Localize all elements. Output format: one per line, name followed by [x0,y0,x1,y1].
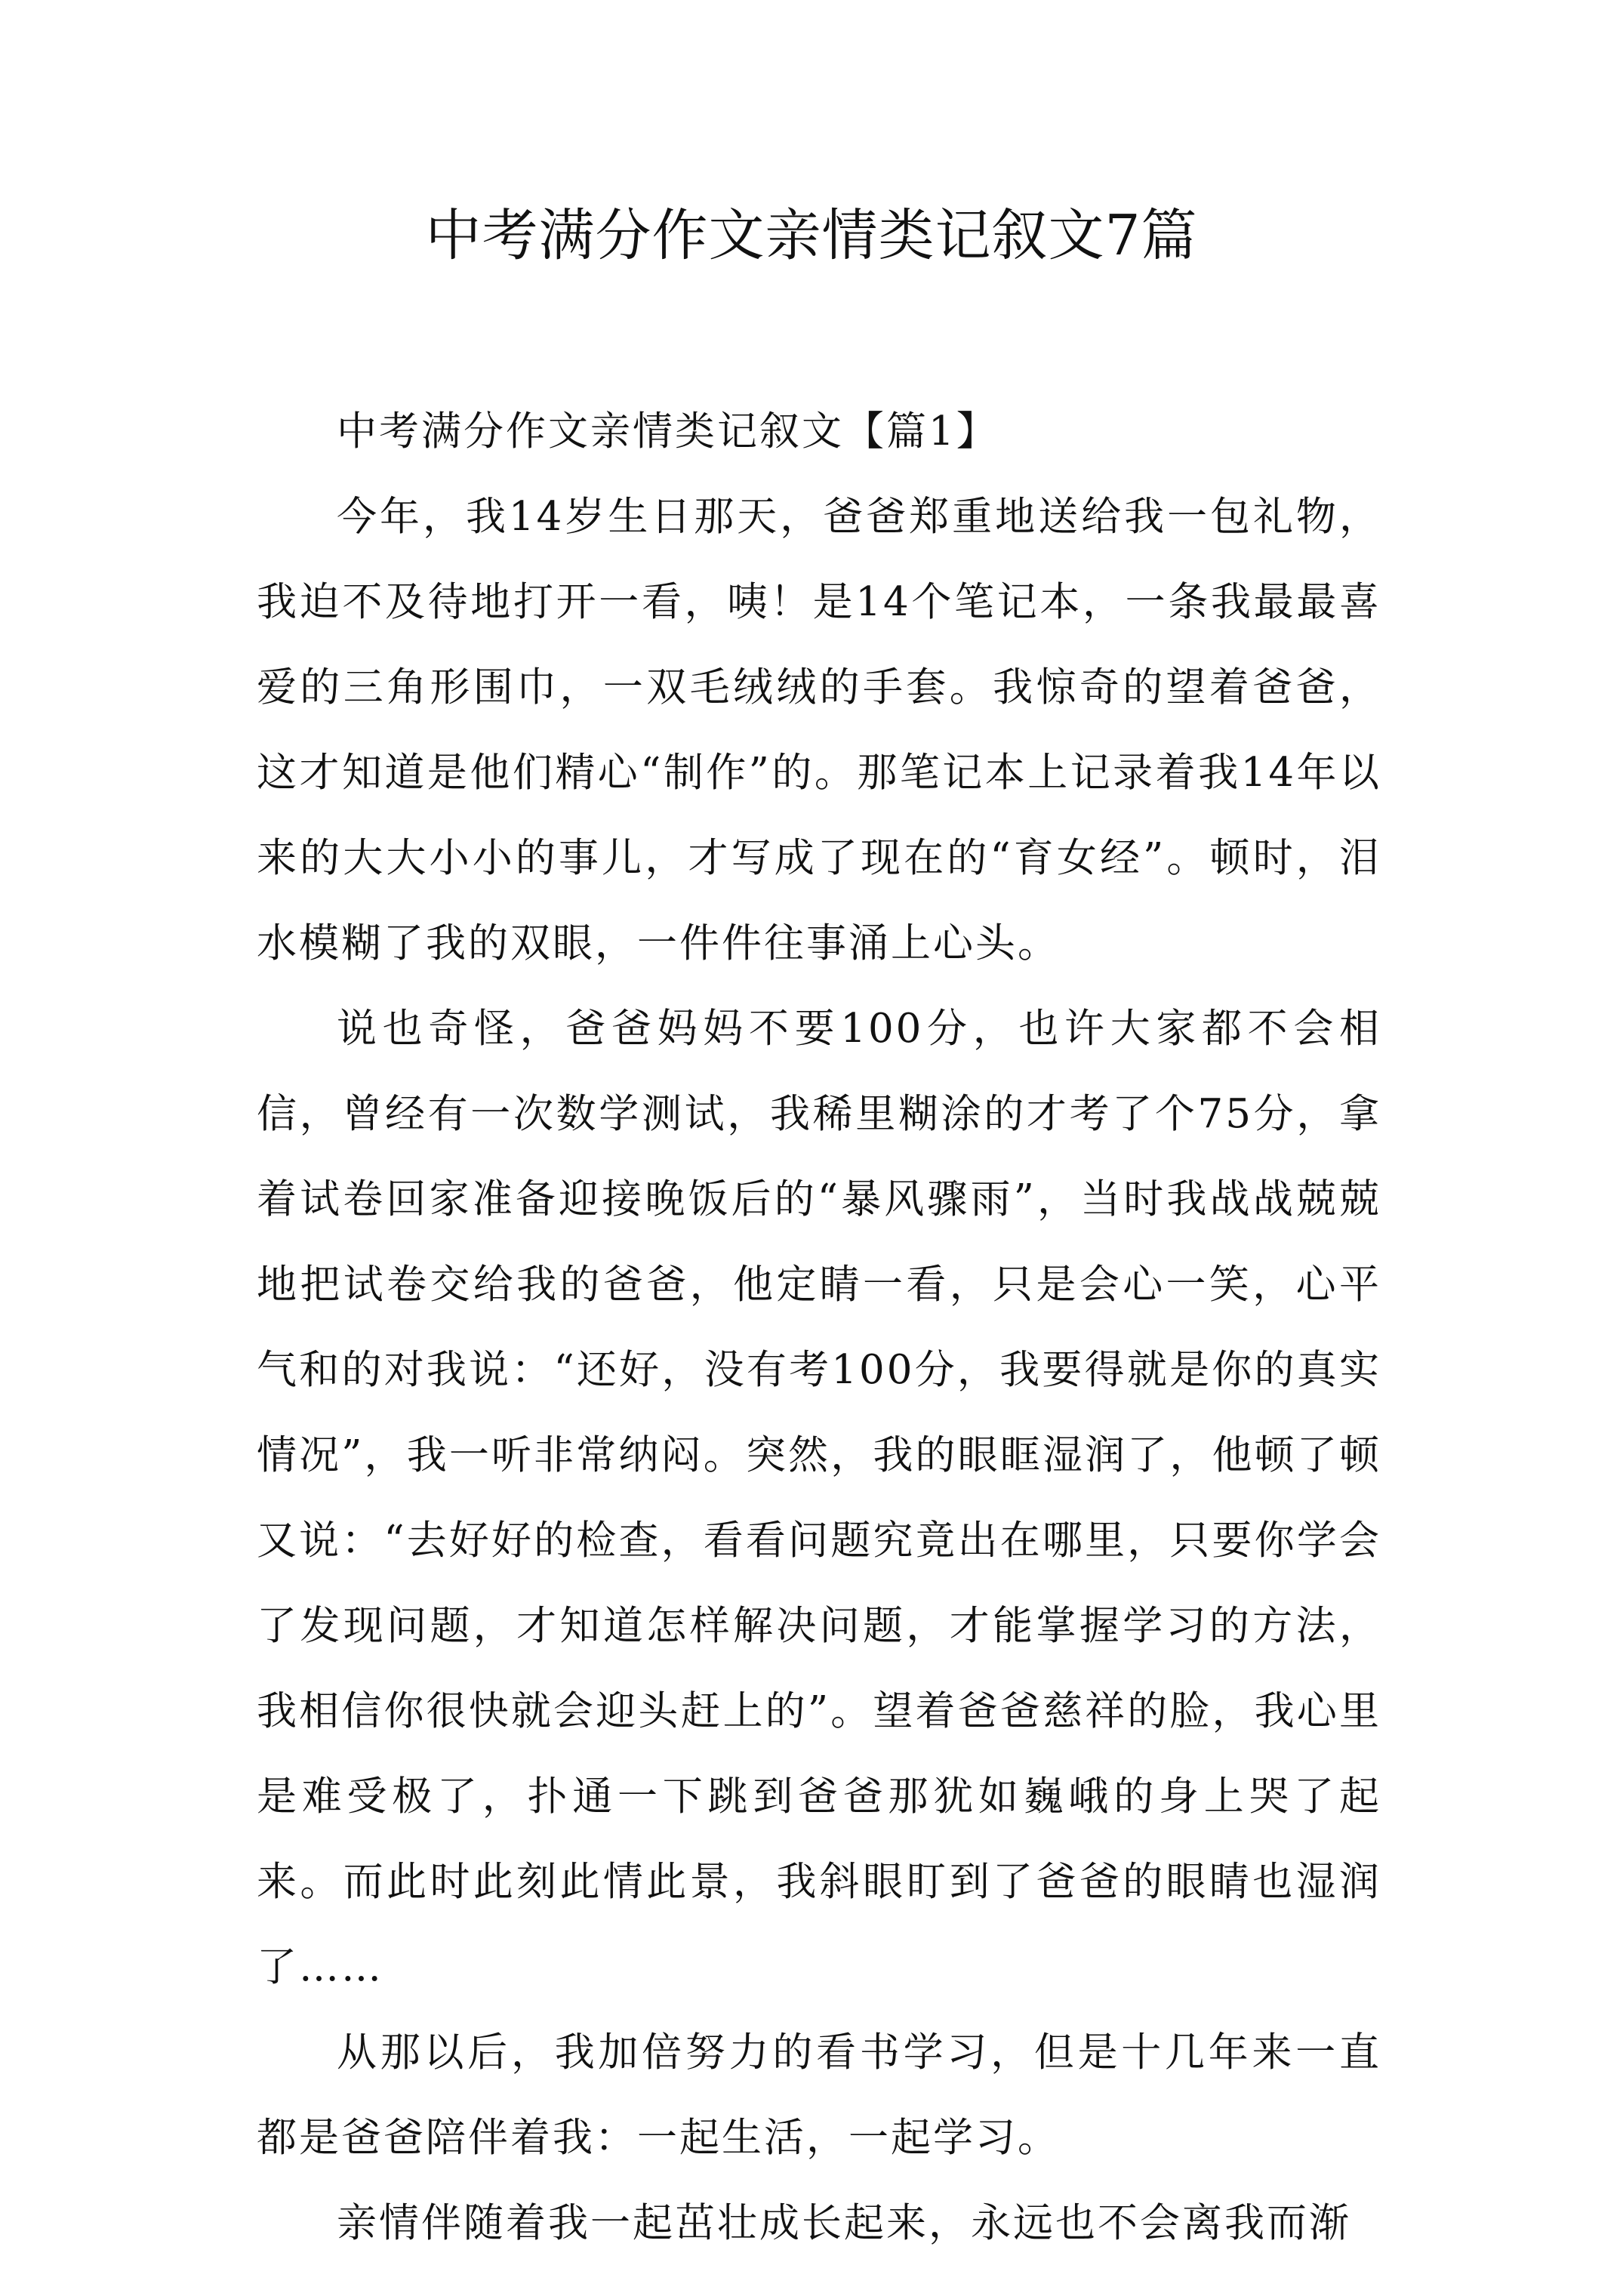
section-heading: 中考满分作文亲情类记叙文【篇1】 [337,408,999,455]
paragraph-2: 说也奇怪，爸爸妈妈不要100分，也许大家都不会相信，曾经有一次数学测试，我稀里糊涂的才考了个75分，拿着试卷回家准备迎接晚饭后的“暴风骤雨”，当时我战战兢兢地把试卷交给我的爸爸，他定睛一看，只是会心一笑，心平气和的对我说：“还好，没有考100分，我要得就是你的真实情况”，我一听非常纳闷。突然，我的眼眶湿润了，他顿了顿又说：“去好好的检查，看看问题究竟出在哪里，只要你学会了发现问题，才知道怎样解决问题，才能掌握学习的方法，我相信你很快就会迎头赶上的”。望着爸爸慈祥的脸，我心里是难受极了，扑通一下跳到爸爸那犹如巍峨的身上哭了起来。而此时此刻此情此景，我斜眼盯到了爸爸的眼睛也湿润了…… [257,1006,1381,1990]
document-title: 中考满分作文亲情类记叙文7篇 [425,203,1198,268]
paragraph-1: 今年，我14岁生日那天，爸爸郑重地送给我一包礼物，我迫不及待地打开一看，咦！是14个笔记本，一条我最最喜爱的三角形围巾，一双毛绒绒的手套。我惊奇的望着爸爸，这才知道是他们精心“制作”的。那笔记本上记录着我14年以来的大大小小的事儿，才写成了现在的“育女经”。顿时，泪水模糊了我的双眼，一件件往事涌上心头。 [257,494,1381,966]
paragraph-4: 亲情伴随着我一起茁壮成长起来，永远也不会离我而渐 [337,2200,1351,2246]
document-body [257,389,1381,2266]
paragraph-3: 从那以后，我加倍努力的看书学习，但是十几年来一直都是爸爸陪伴着我：一起生活，一起学习。 [257,2029,1381,2161]
